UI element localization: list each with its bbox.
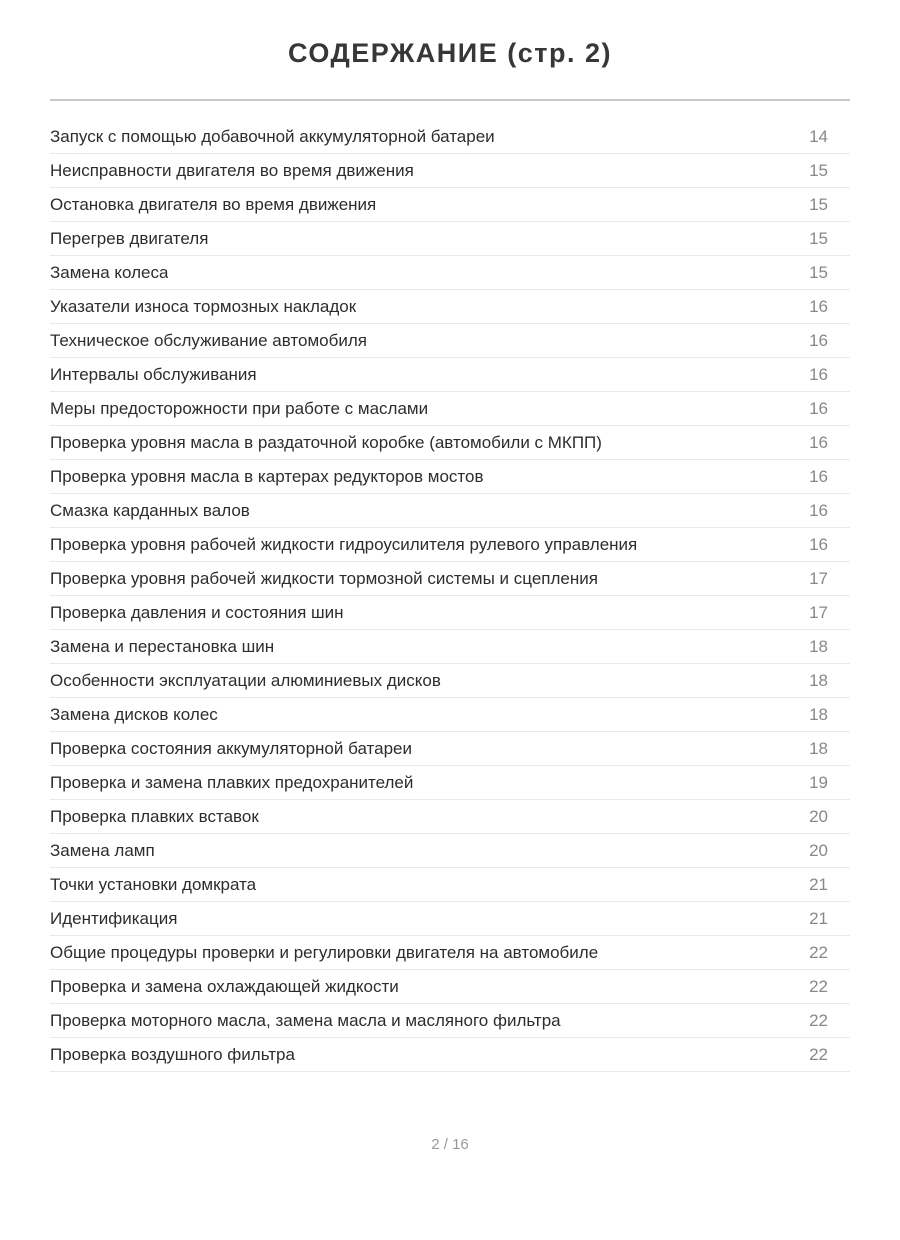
toc-entry-page-number: 14 (809, 126, 828, 146)
table-row[interactable] (50, 290, 850, 324)
toc-entry-page-number: 16 (809, 364, 828, 384)
toc-entry-label: Проверка и замена охлаждающей жидкости (50, 976, 399, 996)
toc-entry-label: Общие процедуры проверки и регулировки двигателя на автомобиле (50, 942, 599, 962)
table-row[interactable] (50, 630, 850, 664)
toc-entry-page-number: 21 (809, 908, 828, 928)
page-indicator: 2 / 16 (431, 1136, 469, 1153)
table-row[interactable] (50, 120, 850, 154)
toc-entry-page-number: 16 (809, 398, 828, 418)
table-row[interactable] (50, 392, 850, 426)
toc-entry-page-number: 18 (809, 670, 828, 690)
toc-entry-label: Смазка карданных валов (50, 500, 250, 520)
toc-entry-label: Перегрев двигателя (50, 228, 209, 248)
table-row[interactable] (50, 1038, 850, 1072)
toc-entry-label: Проверка состояния аккумуляторной батареи (50, 738, 412, 758)
table-row[interactable] (50, 800, 850, 834)
toc-entry-page-number: 18 (809, 704, 828, 724)
toc-entry-label: Проверка уровня масла в картерах редукторов мостов (50, 466, 484, 486)
toc-entry-page-number: 15 (809, 160, 828, 180)
toc-entry-page-number: 16 (809, 432, 828, 452)
toc-entry-label: Проверка уровня рабочей жидкости тормозной системы и сцепления (50, 568, 598, 588)
toc-entry-page-number: 16 (809, 466, 828, 486)
table-row[interactable] (50, 256, 850, 290)
toc-entry-page-number: 20 (809, 840, 828, 860)
toc-entry-label: Замена колеса (50, 262, 169, 282)
toc-entry-page-number: 16 (809, 534, 828, 554)
toc-entry-label: Точки установки домкрата (50, 874, 257, 894)
toc-entry-label: Техническое обслуживание автомобиля (50, 330, 367, 350)
table-row[interactable] (50, 732, 850, 766)
table-row[interactable] (50, 698, 850, 732)
table-row[interactable] (50, 222, 850, 256)
table-row[interactable] (50, 528, 850, 562)
toc-list (50, 120, 850, 1072)
title-divider (50, 99, 850, 101)
toc-entry-page-number: 16 (809, 500, 828, 520)
toc-entry-page-number: 21 (809, 874, 828, 894)
toc-entry-page-number: 15 (809, 262, 828, 282)
toc-entry-page-number: 18 (809, 636, 828, 656)
toc-entry-label: Замена ламп (50, 840, 155, 860)
toc-entry-page-number: 22 (809, 976, 828, 996)
toc-entry-label: Меры предосторожности при работе с маслами (50, 398, 429, 418)
toc-entry-page-number: 15 (809, 194, 828, 214)
table-row[interactable] (50, 562, 850, 596)
toc-entry-label: Проверка плавких вставок (50, 806, 259, 826)
table-row[interactable] (50, 868, 850, 902)
table-row[interactable] (50, 188, 850, 222)
table-row[interactable] (50, 970, 850, 1004)
table-row[interactable] (50, 460, 850, 494)
table-row[interactable] (50, 154, 850, 188)
toc-entry-label: Проверка давления и состояния шин (50, 602, 344, 622)
page-title: СОДЕРЖАНИЕ (стр. 2) (288, 38, 612, 68)
toc-entry-label: Интервалы обслуживания (50, 364, 257, 384)
table-row[interactable] (50, 902, 850, 936)
toc-entry-label: Замена и перестановка шин (50, 636, 275, 656)
toc-entry-page-number: 22 (809, 1010, 828, 1030)
table-row[interactable] (50, 426, 850, 460)
table-row[interactable] (50, 1004, 850, 1038)
toc-entry-page-number: 19 (809, 772, 828, 792)
table-row[interactable] (50, 834, 850, 868)
toc-entry-label: Указатели износа тормозных накладок (50, 296, 357, 316)
table-row[interactable] (50, 766, 850, 800)
toc-entry-label: Неисправности двигателя во время движения (50, 160, 414, 180)
table-row[interactable] (50, 936, 850, 970)
toc-page (0, 40, 900, 1240)
toc-entry-page-number: 17 (809, 568, 828, 588)
toc-entry-page-number: 16 (809, 296, 828, 316)
toc-entry-label: Проверка воздушного фильтра (50, 1044, 295, 1064)
toc-entry-label: Остановка двигателя во время движения (50, 194, 377, 214)
toc-entry-label: Проверка уровня рабочей жидкости гидроусилителя рулевого управления (50, 534, 638, 554)
toc-entry-label: Проверка и замена плавких предохранителей (50, 772, 414, 792)
toc-entry-page-number: 18 (809, 738, 828, 758)
toc-entry-label: Проверка уровня масла в раздаточной коробке (автомобили с МКПП) (50, 432, 602, 452)
toc-entry-label: Особенности эксплуатации алюминиевых дисков (50, 670, 441, 690)
toc-entry-page-number: 20 (809, 806, 828, 826)
toc-entry-page-number: 17 (809, 602, 828, 622)
toc-entry-page-number: 16 (809, 330, 828, 350)
toc-entry-label: Замена дисков колес (50, 704, 218, 724)
table-row[interactable] (50, 596, 850, 630)
toc-entry-page-number: 15 (809, 228, 828, 248)
toc-entry-page-number: 22 (809, 942, 828, 962)
toc-entry-page-number: 22 (809, 1044, 828, 1064)
toc-entry-label: Идентификация (50, 908, 178, 928)
table-row[interactable] (50, 494, 850, 528)
table-row[interactable] (50, 664, 850, 698)
table-row[interactable] (50, 324, 850, 358)
table-row[interactable] (50, 358, 850, 392)
toc-entry-label: Запуск с помощью добавочной аккумуляторной батареи (50, 126, 495, 146)
toc-entry-label: Проверка моторного масла, замена масла и масляного фильтра (50, 1010, 561, 1030)
